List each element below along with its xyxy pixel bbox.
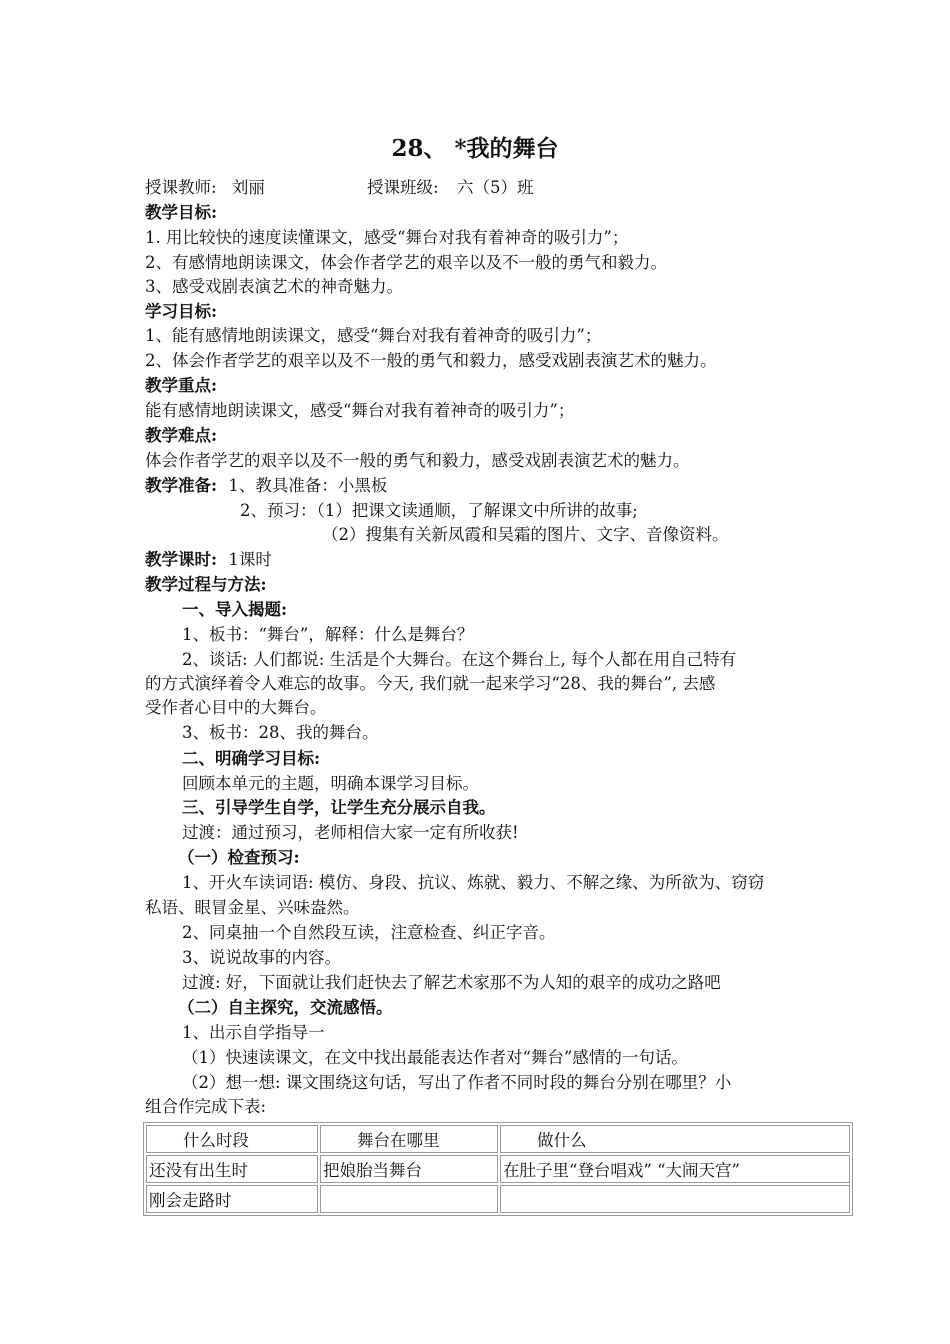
section-1-line-1: 1、板书：“舞台”，解释：什么是舞台？	[182, 625, 474, 644]
subsection-1-line-4: 3、说说故事的内容。	[182, 948, 341, 967]
table-cell: 把娘胎当舞台	[320, 1155, 498, 1183]
table-header-row	[146, 1125, 850, 1153]
preparation-item-3: （2）搜集有关新凤霞和吴霜的图片、文字、音像资料。	[322, 525, 729, 544]
table-header-cell: 什么时段	[146, 1125, 318, 1153]
preparation-heading: 教学准备:	[145, 476, 218, 495]
goals-heading: 教学目标:	[145, 203, 218, 222]
section-1-line-4: 受作者心目中的大舞台。	[145, 698, 327, 717]
goal-item-3: 3、感受戏剧表演艺术的神奇魅力。	[145, 277, 403, 296]
preparation-line-1	[145, 474, 387, 498]
subsection-2-line-2: （1）快速读课文，在文中找出最能表达作者对“舞台”感情的一句话。	[182, 1048, 688, 1067]
teacher-name: 刘丽	[231, 178, 265, 197]
difficulties-text: 体会作者学艺的艰辛以及不一般的勇气和毅力，感受戏剧表演艺术的魅力。	[145, 451, 690, 470]
key-points-heading: 教学重点:	[145, 376, 218, 395]
hours-text: 1课时	[228, 550, 272, 569]
section-1-line-3: 的方式演绎着令人难忘的故事。今天, 我们就一起来学习“28、我的舞台”, 去感	[145, 674, 716, 693]
page-title: 28、 *我的舞台	[391, 135, 559, 162]
subsection-1-heading: （一）检查预习:	[178, 848, 300, 867]
teacher-line	[145, 176, 534, 200]
class-label: 授课班级:	[367, 178, 439, 197]
learning-goals-heading: 学习目标:	[145, 302, 218, 321]
learning-goal-item-1: 1、能有感情地朗读课文，感受“舞台对我有着神奇的吸引力”；	[145, 326, 602, 345]
table-row	[146, 1155, 850, 1183]
table-cell: 在肚子里“登台唱戏” “大闹天宫”	[500, 1155, 850, 1183]
goal-item-2: 2、有感情地朗读课文，体会作者学艺的艰辛以及不一般的勇气和毅力。	[145, 253, 667, 272]
section-2-heading: 二、明确学习目标:	[182, 749, 321, 768]
table-cell: 刚会走路时	[146, 1185, 318, 1213]
subsection-2-line-3: （2）想一想: 课文围绕这句话，写出了作者不同时段的舞台分别在哪里？小	[182, 1073, 732, 1092]
subsection-1-line-5: 过渡: 好，下面就让我们赶快去了解艺术家那不为人知的艰辛的成功之路吧	[182, 973, 721, 992]
difficulties-heading: 教学难点:	[145, 426, 218, 445]
subsection-1-line-1: 1、开火车读词语: 模仿、身段、抗议、炼就、毅力、不解之缘、为所欲为、窃窃	[182, 873, 765, 892]
table-row	[146, 1185, 850, 1213]
learning-goal-item-2: 2、体会作者学艺的艰辛以及不一般的勇气和毅力，感受戏剧表演艺术的魅力。	[145, 351, 717, 370]
section-1-heading: 一、导入揭题:	[182, 600, 288, 619]
subsection-1-line-2: 私语、眼冒金星、兴味盎然。	[145, 898, 360, 917]
goal-item-1: 1. 用比较快的速度读懂课文，感受“舞台对我有着神奇的吸引力”；	[145, 228, 629, 247]
subsection-2-line-4: 组合作完成下表:	[145, 1097, 267, 1116]
table-header-cell: 舞台在哪里	[320, 1125, 498, 1153]
table-header-cell: 做什么	[500, 1125, 850, 1153]
section-3-line-1: 过渡：通过预习，老师相信大家一定有所收获!	[182, 823, 519, 842]
subsection-2-heading: （二）自主探究，交流感悟。	[178, 998, 393, 1017]
hours-heading: 教学课时:	[145, 550, 218, 569]
section-1-line-2: 2、谈话: 人们都说: 生活是个大舞台。在这个舞台上, 每个人都在用自己特有	[182, 650, 737, 669]
class-name: 六（5）班	[457, 178, 534, 197]
key-points-text: 能有感情地朗读课文，感受“舞台对我有着神奇的吸引力”；	[145, 401, 575, 420]
teacher-label: 授课教师:	[145, 178, 217, 197]
preparation-item-2: 2、预习：（1）把课文读通顺，了解课文中所讲的故事;	[240, 501, 638, 520]
hours-line	[145, 548, 272, 572]
table-cell: 还没有出生时	[146, 1155, 318, 1183]
subsection-1-line-3: 2、同桌抽一个自然段互读，注意检查、纠正字音。	[182, 923, 556, 942]
stage-table	[143, 1122, 853, 1216]
process-heading: 教学过程与方法:	[145, 575, 267, 594]
table-cell	[500, 1185, 850, 1213]
preparation-item-1: 1、教具准备：小黑板	[228, 476, 388, 495]
section-2-line-1: 回顾本单元的主题，明确本课学习目标。	[182, 774, 479, 793]
section-1-line-5: 3、板书：28、我的舞台。	[182, 723, 379, 742]
section-3-heading: 三、引导学生自学，让学生充分展示自我。	[182, 798, 496, 817]
subsection-2-line-1: 1、出示自学指导一	[182, 1023, 325, 1042]
table-cell	[320, 1185, 498, 1213]
